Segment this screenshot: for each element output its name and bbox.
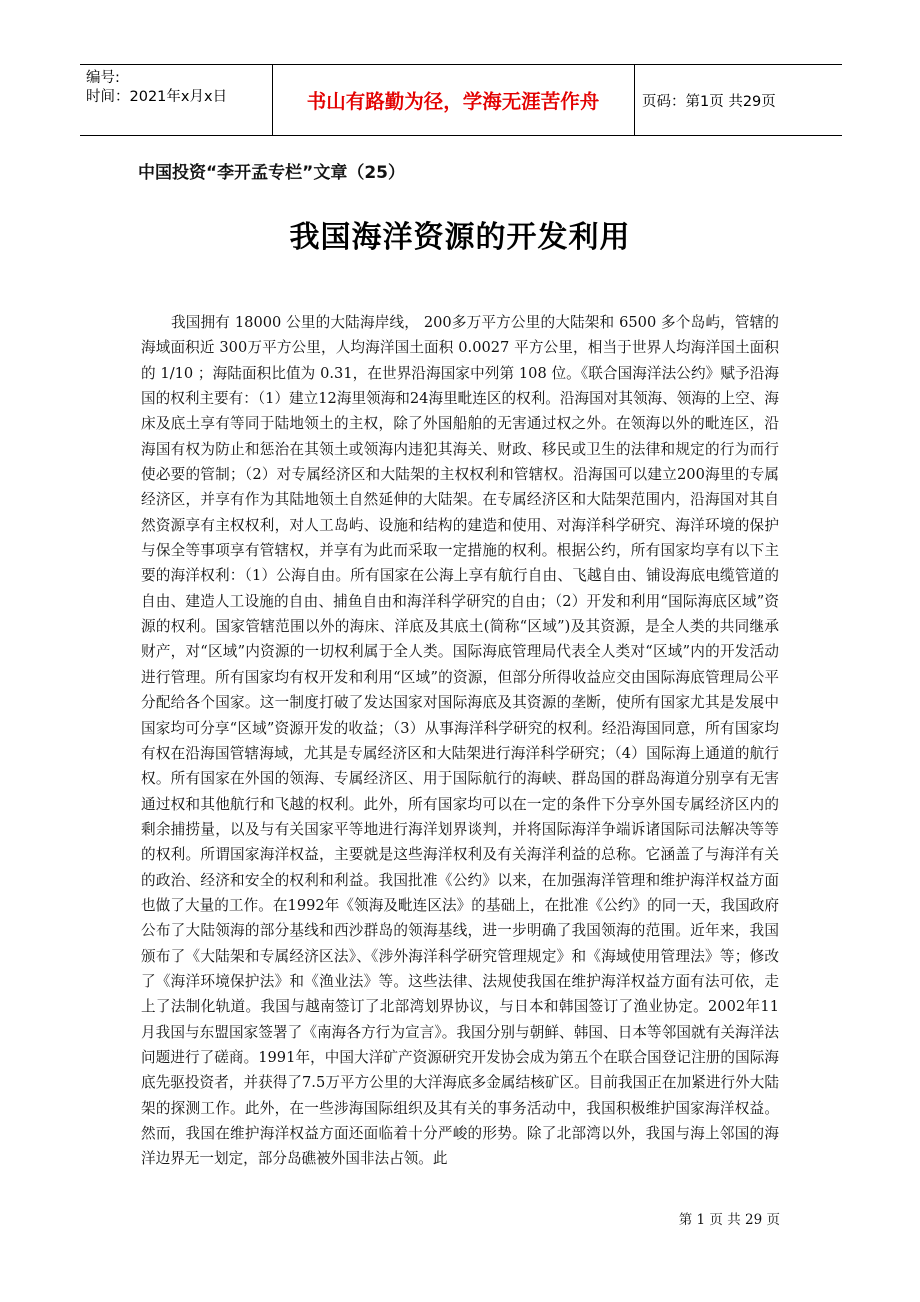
header-number-label: 编号: <box>86 70 120 86</box>
header-divider <box>634 65 635 135</box>
article-body: 我国拥有 18000 公里的大陆海岸线， 200多万平方公里的大陆架和 6500 多个岛屿，管辖的海域面积近 300万平方公里，人均海洋国土面积 0.0027 平方公里，相当于世界人均海洋国土面积的 1/10 ；海陆面积比值为 0.31，在世界沿海国家中列第 108 位。《联合国海洋法公约》赋予沿海国的权利主要有：（1）建立12海里领海和24海里毗连区的权利。沿海国对其领海、领海的上空、海床及底土享有等同于陆地领土的主权，除了外国船舶的无害通过权之外。在领海以外的毗连区，沿海国有权为防止和惩治在其领土或领海内违犯其海关、财政、移民或卫生的法律和规定的行为而行使必要的管制；（2）对专属经济区和大陆架的主权权利和管辖权。沿海国可以建立200海里的专属经济区，并享有作为其陆地领土自然延伸的大陆架。在专属经济区和大陆架范围内，沿海国对其自然资源享有主权权利，对人工岛屿、设施和结构的建造和使用、对海洋科学研究、海洋环境的保护与保全等事项享有管辖权，并享有为此而采取一定措施的权利。根据公约，所有国家均享有以下主要的海洋权利：（1）公海自由。所有国家在公海上享有航行自由、飞越自由、铺设海底电缆管道的自由、建造人工设施的自由、捕鱼自由和海洋科学研究的自由；（2）开发和利用“国际海底区域”资源的权利。国家管辖范围以外的海床、洋底及其底土(简称“区域”)及其资源，是全人类的共同继承财产，对“区域”内资源的一切权利属于全人类。国际海底管理局代表全人类对“区域”内的开发活动进行管理。所有国家均有权开发和利用“区域”的资源，但部分所得收益应交由国际海底管理局公平分配给各个国家。这一制度打破了发达国家对国际海底及其资源的垄断，使所有国家尤其是发展中国家均可分享“区域”资源开发的收益；（3）从事海洋科学研究的权利。经沿海国同意，所有国家均有权在沿海国管辖海域，尤其是专属经济区和大陆架进行海洋科学研究；（4）国际海上通道的航行权。所有国家在外国的领海、专属经济区、用于国际航行的海峡、群岛国的群岛海道分别享有无害通过权和其他航行和飞越的权利。此外，所有国家均可以在一定的条件下分享外国专属经济区内的剩余捕捞量，以及与有关国家平等地进行海洋划界谈判，并将国际海洋争端诉诸国际司法解决等等的权利。所谓国家海洋权益，主要就是这些海洋权利及有关海洋利益的总称。它涵盖了与海洋有关的政治、经济和安全的权利和利益。我国批准《公约》以来，在加强海洋管理和维护海洋权益方面也做了大量的工作。在1992年《领海及毗连区法》的基础上，在批准《公约》的同一天，我国政府公布了大陆领海的部分基线和西沙群岛的领海基线，进一步明确了我国领海的范围。近年来，我国颁布了《大陆架和专属经济区法》、《涉外海洋科学研究管理规定》和《海域使用管理法》等；修改了《海洋环境保护法》和《渔业法》等。这些法律、法规使我国在维护海洋权益方面有法可依，走上了法制化轨道。我国与越南签订了北部湾划界协议，与日本和韩国签订了渔业协定。2002年11月我国与东盟国家签署了《南海各方行为宣言》。我国分别与朝鲜、韩国、日本等邻国就有关海洋法问题进行了磋商。1991年，中国大洋矿产资源研究开发协会成为第五个在联合国登记注册的国际海底先驱投资者，并获得了7.5万平方公里的大洋海底多金属结核矿区。目前我国正在加紧进行外大陆架的探测工作。此外，在一些涉海国际组织及其有关的事务活动中，我国积极维护国家海洋权益。然而，我国在维护海洋权益方面还面临着十分严峻的形势。除了北部湾以外，我国与海上邻国的海洋边界无一划定，部分岛礁被外国非法占领。此 <box>141 314 779 1168</box>
header-meta <box>86 69 274 107</box>
header-motto: 书山有路勤为径，学海无涯苦作舟 <box>306 90 600 113</box>
page-header <box>80 64 842 136</box>
page-footer: 第 1 页 共 29 页 <box>678 1212 780 1228</box>
column-title: 中国投资“李开孟专栏”文章（25） <box>138 163 406 183</box>
page-title: 我国海洋资源的开发利用 <box>289 220 631 255</box>
header-page-info: 页码：第1页 共29页 <box>642 93 776 110</box>
header-time-label: 时间：2021年x月x日 <box>86 89 228 105</box>
